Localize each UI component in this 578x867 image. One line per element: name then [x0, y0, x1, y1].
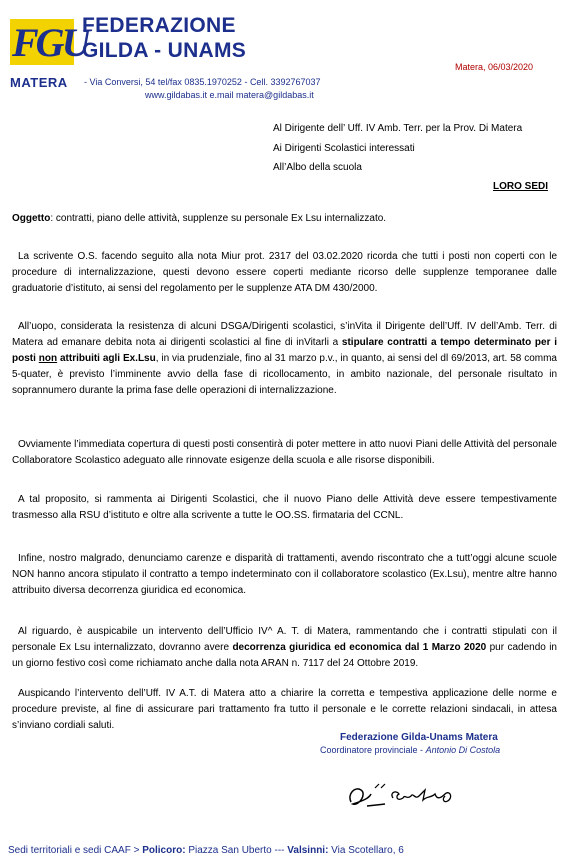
subject-label: Oggetto: [12, 213, 51, 224]
paragraph-1: La scrivente O.S. facendo seguito alla nota Miur prot. 2317 del 03.02.2020 ricorda che tutti i posti non coperti con le procedure di internalizzazione, questi devono essere coperti mediante ricorso delle supplenze temporanee dalle graduatorie d’istituto, ai sensi del regolamento per le supplenze ATA DM 430/2000.: [12, 251, 557, 294]
recipient-1: Al Dirigente dell’ Uff. IV Amb. Terr. per la Prov. Di Matera: [273, 123, 523, 134]
city-label: MATERA: [10, 75, 68, 90]
signature-org: Federazione Gilda-Unams Matera: [340, 732, 498, 743]
paragraph-3: Ovviamente l’immediata copertura di questi posti consentirà di poter mettere in atto nuovi Piani delle Attività del personale Collaboratore Scolastico adeguato alle rinnovate esigenze della scuola e alle risorse disponibili.: [12, 439, 557, 466]
paragraph-2-bold-2: attribuiti agli Ex.Lsu: [57, 353, 156, 364]
paragraph-2-bold: stipulare contratti a tempo determinato per i posti: [12, 337, 557, 364]
paragraph-2-underline: non: [38, 353, 58, 364]
paragraph-5: Infine, nostro malgrado, denunciamo carenze e disparità di trattamenti, avendo riscontrato che a tutt’oggi alcune scuole NON hanno ancora stipulato il contratto a tempo indeterminato con il collaboratore scolastico (Ex.Lsu), mentre altre hanno attribuito diversa decorrenza giuridica ed economica.: [12, 553, 557, 596]
paragraph-4: A tal proposito, si rammenta ai Dirigenti Scolastici, che il nuovo Piano delle Attività deve essere tempestivamente trasmesso alla RSU d’istituto e oltre alla scrivente a tutte le OO.SS. firmataria del CCNL.: [12, 494, 557, 521]
paragraph-6-text: Al riguardo, è auspicabile un intervento dell’Ufficio IV^ A. T. di Matera, rammentando che i contratti stipulati con il personale Ex Lsu internalizzato, dovranno avere: [12, 626, 557, 653]
footer-place-1: Piazza San Uberto ---: [185, 845, 288, 856]
org-name-line2: GILDA - UNAMS: [82, 39, 247, 62]
paragraph-2-text-2: , in via prudenziale, fino al 31 marzo p.v., in quanto, ai sensi del dl 69/2013, art. 58 comma 5-quater, è previsto l’imminente avvio della fase di ricollocamento, in ambito nazionale, del personale risultato in soprannumero durante la prima fase delle operazioni di internalizzazione.: [12, 353, 557, 396]
paragraph-6-bold: decorrenza giuridica ed economica dal 1 Marzo 2020: [232, 642, 487, 653]
loro-sedi: LORO SEDI: [493, 181, 549, 192]
footer-place-2: Via Scotellaro, 6: [328, 845, 404, 856]
logo-icon: FGU: [12, 20, 88, 65]
footer-label: Sedi territoriali e sedi CAAF >: [8, 845, 143, 856]
org-name-line1: FEDERAZIONE: [82, 14, 236, 37]
paragraph-2-text: All’uopo, considerata la resistenza di alcuni DSGA/Dirigenti scolastici, s’inVita il Dirigente dell’Uff. IV dell’Amb. Terr. di Matera ad emanare debita nota ai dirigenti scolastici al fine di inVitarli a: [12, 321, 557, 348]
subject-text: : contratti, piano delle attività, supplenze su personale Ex Lsu internalizzato.: [50, 213, 387, 224]
paragraph-6: [12, 624, 557, 672]
paragraph-6-text-2: pur cadendo in un giorno festivo così come richiamato anche dalla nota ARAN n. 7117 del 24 Ottobre 2019.: [12, 642, 557, 669]
address-line: - Via Conversi, 54 tel/fax 0835.1970252 - Cell. 3392767037: [84, 77, 321, 87]
paragraph-7: Auspicando l’intervento dell’Uff. IV A.T. di Matera atto a chiarire la corretta e tempestiva applicazione delle norme e procedure previste, al fine di assicurare pari trattamento fra tutto il personale e le corrette relazioni sindacali, in attesa s’inviano cordiali saluti.: [12, 688, 557, 731]
subject-line: [12, 211, 557, 227]
letter-date: Matera, 06/03/2020: [455, 62, 534, 72]
footer-city-2: Valsinni:: [287, 845, 329, 856]
web-email-line: www.gildabas.it e.mail matera@gildabas.it: [145, 90, 314, 100]
signature-role: [320, 745, 500, 755]
footer-city-1: Policoro:: [142, 845, 186, 856]
recipient-3: All’Albo della scuola: [273, 162, 362, 173]
footer-offices: [8, 845, 404, 856]
handwritten-signature-icon: [345, 782, 465, 812]
paragraph-2: [12, 319, 557, 399]
signature-name: Antonio Di Costola: [425, 745, 501, 755]
recipient-2: Ai Dirigenti Scolastici interessati: [273, 143, 415, 154]
signature-role-label: Coordinatore provinciale -: [320, 745, 426, 755]
